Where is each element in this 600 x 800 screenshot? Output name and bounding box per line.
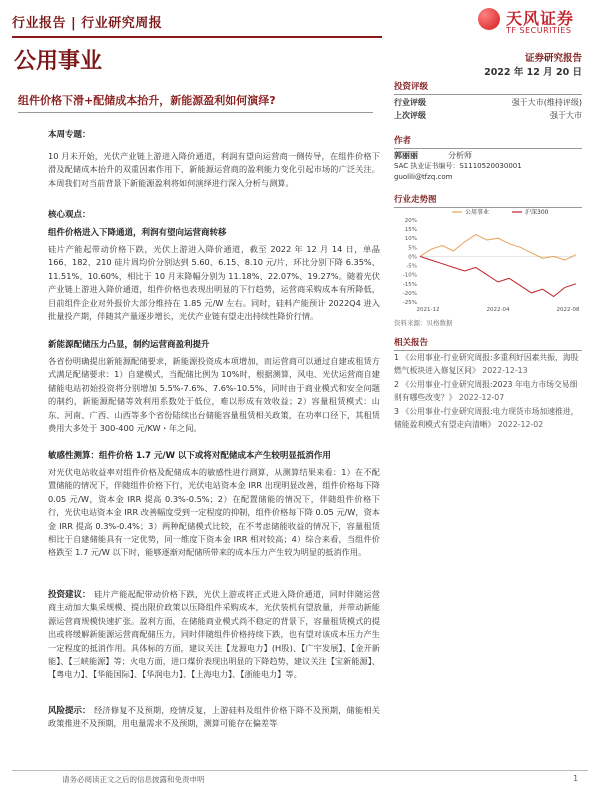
report-category-nav: 行业报告 | 行业研究周报 — [12, 16, 163, 31]
report-date: 2022 年 12 月 20 日 — [484, 67, 582, 78]
y-tick-label: -5% — [406, 263, 417, 270]
report-type: 证券研究报告 — [524, 53, 582, 64]
prev-rating-value: 强于大市 — [550, 111, 582, 120]
legend-label: 沪深300 — [525, 209, 549, 216]
y-tick-label: -20% — [402, 290, 417, 297]
y-tick-label: 15% — [404, 227, 417, 234]
sector-title: 公用事业 — [14, 49, 103, 74]
point1-paragraph: 硅片产能起带动价格下跌，光伏上游进入降价通道，截至 2022 年 12 月 14 日，单晶 166、182、210 硅片周均价分别达到 5.60、6.15、8.10 元/片，环比分别下降 6.35%、11.51%、10.60%，相比于 10 月末降幅分别为 11.18%、22.07%、19.27%。随着光伏产业链上游进入降价通道，组件价格也表现出明显的下行趋势，运营商采购成本有所降低，目前组件企业对外报价大部分维持在 1.85 元/W 左右。同时，硅料产能预计 2022Q4 进入批量投产期，伴随其产量逐步增长，光伏产业链有望走出持续性降价行情。 — [48, 244, 380, 322]
intro-title: 本周专题： — [48, 130, 91, 140]
author-role: 分析师 — [448, 151, 472, 160]
header-divider — [12, 36, 382, 38]
rating-heading: 投资评级 — [394, 80, 582, 95]
related-report-item[interactable]: 2 《公用事业-行业研究周报:2023 年电力市场交易细则有哪些改变？》 2022-12-07 — [394, 380, 578, 402]
author-name: 郭丽丽 — [394, 151, 418, 160]
author-cert: SAC 执业证书编号：S1110520030001 — [394, 162, 522, 170]
point1-title: 组件价格进入下降通道，利润有望向运营商转移 — [48, 228, 227, 238]
legend-label: 公用事业 — [465, 209, 490, 216]
related-report-item[interactable]: 3 《公用事业-行业研究周报:电力现货市场加速推进，储能盈利模式有望走向清晰》 2022-12-02 — [394, 407, 579, 429]
x-tick-label: 2022-08 — [556, 307, 580, 313]
x-tick-label: 2021-12 — [416, 307, 440, 313]
related-heading: 相关报告 — [394, 336, 582, 351]
author-block — [394, 150, 582, 183]
point2-paragraph: 各省份明确提出新能源配储要求，新能源投资成本项增加，而运营商可以通过自建或租赁方式满足配储要求：1）自建模式，当配储比例为 10%时，根据测算，风电、光伏运营商自建储能电站初始投资将分别增加 5.5%-7.6%、7.6%-10.5%，同时由于商业模式和安全问题的制约，新能源配储等效利用系数处于低位，难以形成有效收益；2）容量租赁模式：山东、河南、广西、山西等多个省份陆续出台储能容量租赁相关政策，在功率口径下，其租赁费用大多处于 300-400 元/KW・年之间。 — [48, 356, 380, 434]
investment-title: 投资建议： — [48, 590, 91, 600]
rating-value: 强于大市(维持评级) — [511, 98, 582, 107]
series-line-csi300 — [420, 256, 576, 296]
logo-text-en: TF SECURITIES — [506, 26, 572, 35]
footer-divider — [12, 770, 588, 771]
author-heading: 作者 — [394, 134, 582, 149]
related-reports-list — [394, 352, 582, 433]
prev-rating-label: 上次评级 — [394, 111, 426, 120]
trend-heading: 行业走势图 — [394, 193, 582, 208]
related-report-item[interactable]: 1 《公用事业-行业研究周报:多重利好因素共振，海股燃气板块进入修复区间》 2022-12-13 — [394, 353, 579, 375]
industry-trend-chart — [394, 206, 582, 314]
core-title: 核心观点： — [48, 210, 91, 220]
y-tick-label: 10% — [404, 236, 417, 243]
company-logo — [478, 6, 588, 38]
y-tick-label: 0% — [408, 254, 417, 261]
intro-paragraph: 10 月末开始，光伏产业链上游进入降价通道，利润有望向运营商一侧传导，在组件价格下滑及配储成本抬升的双重因素作用下，新能源运营商的盈利能力变化引起市场的广泛关注。本周我们对当前背景下新能源盈利将如何演绎进行深入分析与测算。 — [48, 151, 380, 188]
footer-disclaimer: 请务必阅读正文之后的信息披露和免责申明 — [62, 775, 205, 784]
author-email[interactable]: guolili@tfzq.com — [394, 173, 453, 181]
risk-paragraph: 经济修复不及预期，疫情反复，上游硅料及组件价格下降不及预期，储能相关政策推进不及预期，用电量需求不及预期，测算可能存在偏差等 — [48, 705, 380, 729]
x-tick-label: 2022-04 — [486, 307, 510, 313]
y-tick-label: -25% — [402, 300, 417, 306]
rating-block — [394, 96, 582, 122]
logo-text-cn: 天风证券 — [506, 9, 575, 28]
rating-label: 行业评级 — [394, 98, 426, 107]
point3-title: 敏感性测算：组件价格 1.7 元/W 以下或将对配储成本产生较明显抵消作用 — [48, 451, 331, 461]
y-tick-label: -10% — [402, 272, 417, 279]
report-headline: 组件价格下滑+配储成本抬升，新能源盈利如何演绎? — [18, 92, 373, 113]
risk-title: 风险提示： — [48, 706, 91, 716]
y-tick-label: 20% — [404, 218, 417, 224]
logo-mark-icon — [478, 8, 500, 30]
point2-title: 新能源配储压力凸显，制约运营商盈利提升 — [48, 340, 210, 350]
chart-source: 资料来源：贝格数据 — [394, 319, 453, 327]
page-number: 1 — [573, 774, 578, 783]
point3-paragraph: 对光伏电站收益率对组件价格及配储成本的敏感性进行测算，从测算结果来看：1）在不配置储能的情况下，伴随组件价格下行，光伏电站资本金 IRR 出现明显改善，组件价格每下降 0.05 元/W，资本金 IRR 提高 0.3%-0.5%；2）在配置储能的情况下，伴随组件价格下行，光伏电站资本金 IRR 改善幅度受到一定程度的抑制，组件价格每下降 0.05 元/W，资本金 IRR 提高 0.3%-0.4%；3）两种配储模式比较，在不考虑储能收益的情况下，容量租赁相比于自建储能具有一定优势，同一维度下资本金 IRR 相对较高；4）综合来看，当组件价格跌至 1.7 元/W 以下时，能够逐渐对配储所带来的成本压力产生较为明显的抵消作用。 — [48, 467, 380, 558]
y-tick-label: -15% — [402, 281, 417, 288]
investment-paragraph: 硅片产能起配带动价格下跌，光伏上游或将正式进入降价通道，同时伴随运营商主动加大集采规模、提出限价政策以压降组件采购成本，光伏装机有望放量，并带动新能源运营商规模快速扩张。盈利方面，在储能商业模式尚不稳定的背景下，容量租赁模式的提出或将缓解新能源运营商配储压力，同时伴随组件价格持续下跌，也有望对该成本压力产生一定程度的抵消作用。具体标的方面，建议关注【龙源电力】(H股)、【广宇发展】、【金开新能】、【三峡能源】等；火电方面，进口煤价表现出明显的下降趋势，建议关注【宝新能源】、【粤电力】、【华能国际】、【华润电力】、【上海电力】、【浙能电力】等。 — [48, 589, 380, 680]
y-tick-label: 5% — [408, 245, 417, 252]
